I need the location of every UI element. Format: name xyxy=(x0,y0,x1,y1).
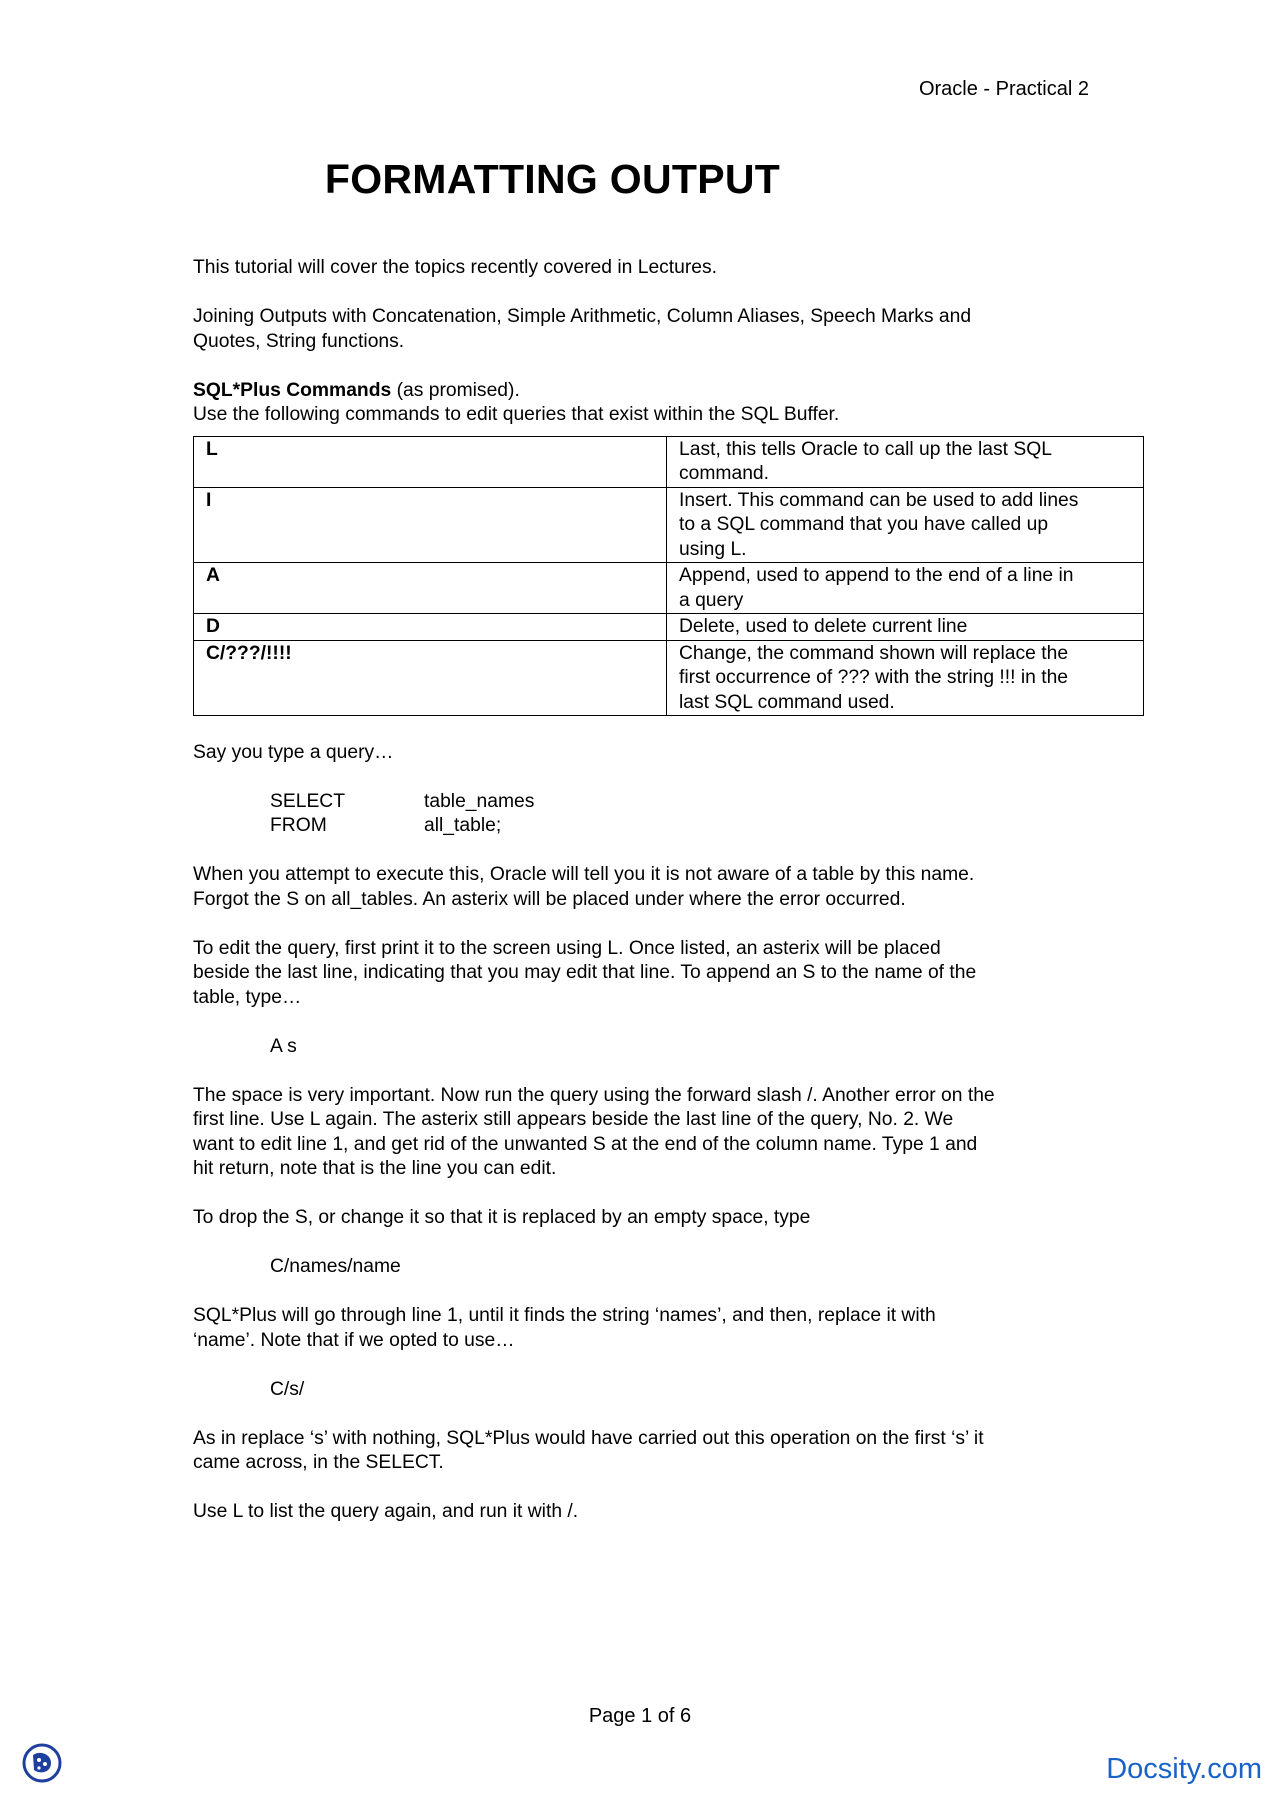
description-line: a query xyxy=(679,589,744,611)
description-line: Last, this tells Oracle to call up the last SQL xyxy=(679,438,1052,460)
topics-paragraph xyxy=(193,305,1093,354)
table-row xyxy=(194,487,1144,563)
text-line: When you attempt to execute this, Oracle will tell you it is not aware of a table by this name. xyxy=(193,864,975,885)
text-line: beside the last line, indicating that you may edit that line. To append an S to the name of the xyxy=(193,962,977,983)
text-line: To edit the query, first print it to the screen using L. Once listed, an asterix will be placed xyxy=(193,937,941,959)
table-row xyxy=(194,436,1144,487)
topics-line: Joining Outputs with Concatenation, Simple Arithmetic, Column Aliases, Speech Marks and xyxy=(193,306,972,327)
sqlplus-intro: Use the following commands to edit queries that exist within the SQL Buffer. xyxy=(193,404,840,425)
description-line: Delete, used to delete current line xyxy=(679,616,968,637)
change-command-example: C/names/name xyxy=(270,1256,401,1277)
final-paragraph: Use L to list the query again, and run it with /. xyxy=(193,1501,579,1522)
description-cell xyxy=(667,614,1144,641)
query-value: table_names xyxy=(424,790,535,812)
command-cell: I xyxy=(194,487,667,563)
sqlplus-heading-bold: SQL*Plus Commands xyxy=(193,379,392,401)
table-row xyxy=(194,614,1144,641)
description-line: Append, used to append to the end of a line in xyxy=(679,565,1074,586)
drop-paragraph: To drop the S, or change it so that it is replaced by an empty space, type xyxy=(193,1207,811,1228)
table-row xyxy=(194,563,1144,614)
sqlplus-heading-rest: (as promised). xyxy=(391,379,520,401)
replace-paragraph xyxy=(193,1427,1093,1476)
commands-table xyxy=(193,436,1144,717)
description-line: first occurrence of ??? with the string !!! in the xyxy=(679,667,1069,688)
description-line: last SQL command used. xyxy=(679,691,895,713)
query-line xyxy=(270,814,1093,839)
append-command-example: A s xyxy=(270,1035,297,1057)
page-number: Page 1 of 6 xyxy=(588,1705,692,1727)
description-cell xyxy=(667,436,1144,487)
edit-paragraph xyxy=(193,937,1093,1011)
command-cell: A xyxy=(194,563,667,614)
query-keyword: FROM xyxy=(270,815,327,836)
text-line: The space is very important. Now run the query using the forward slash /. Another error on the xyxy=(193,1084,995,1106)
description-cell xyxy=(667,563,1144,614)
text-line: came across, in the SELECT. xyxy=(193,1452,444,1473)
text-line: Forgot the S on all_tables. An asterix will be placed under where the error occurred. xyxy=(193,888,906,910)
command-cell: C/???/!!!! xyxy=(194,640,667,716)
running-header: Oracle - Practical 2 xyxy=(918,78,1089,100)
query-block xyxy=(193,790,1093,839)
description-line: using L. xyxy=(679,538,747,560)
text-line: SQL*Plus will go through line 1, until it finds the string ‘names’, and then, replace it with xyxy=(193,1305,936,1326)
text-line: hit return, note that is the line you can edit. xyxy=(193,1158,557,1179)
description-cell xyxy=(667,640,1144,716)
intro-paragraph: This tutorial will cover the topics recently covered in Lectures. xyxy=(193,257,718,278)
table-row xyxy=(194,640,1144,716)
topics-line: Quotes, String functions. xyxy=(193,330,405,352)
description-line: to a SQL command that you have called up xyxy=(679,514,1049,535)
sqlplus-paragraph xyxy=(193,1304,1093,1353)
query-value: all_table; xyxy=(424,815,502,836)
text-line: first line. Use L again. The asterix still appears beside the last line of the query, No. 2. We xyxy=(193,1109,954,1130)
description-line: Insert. This command can be used to add lines xyxy=(679,489,1079,511)
sqlplus-heading xyxy=(193,379,1093,404)
description-line: command. xyxy=(679,463,770,484)
docsity-link[interactable]: Docsity.com xyxy=(1106,1753,1262,1785)
docsity-logo-icon[interactable] xyxy=(22,1743,62,1783)
document-body xyxy=(193,256,1093,1525)
space-paragraph xyxy=(193,1084,1093,1182)
text-line: want to edit line 1, and get rid of the unwanted S at the end of the column name. Type 1 and xyxy=(193,1133,978,1155)
say-query-text: Say you type a query… xyxy=(193,741,394,763)
text-line: As in replace ‘s’ with nothing, SQL*Plus would have carried out this operation on the first ‘s’ it xyxy=(193,1427,984,1449)
query-line xyxy=(270,790,1093,815)
description-line: Change, the command shown will replace the xyxy=(679,642,1069,664)
command-cell: L xyxy=(194,436,667,487)
description-cell xyxy=(667,487,1144,563)
document-title: FORMATTING OUTPUT xyxy=(324,156,781,202)
error-paragraph xyxy=(193,863,1093,912)
command-cell: D xyxy=(194,614,667,641)
query-keyword: SELECT xyxy=(270,790,346,812)
text-line: ‘name’. Note that if we opted to use… xyxy=(193,1329,515,1351)
change-command-example: C/s/ xyxy=(270,1378,305,1400)
text-line: table, type… xyxy=(193,986,302,1008)
